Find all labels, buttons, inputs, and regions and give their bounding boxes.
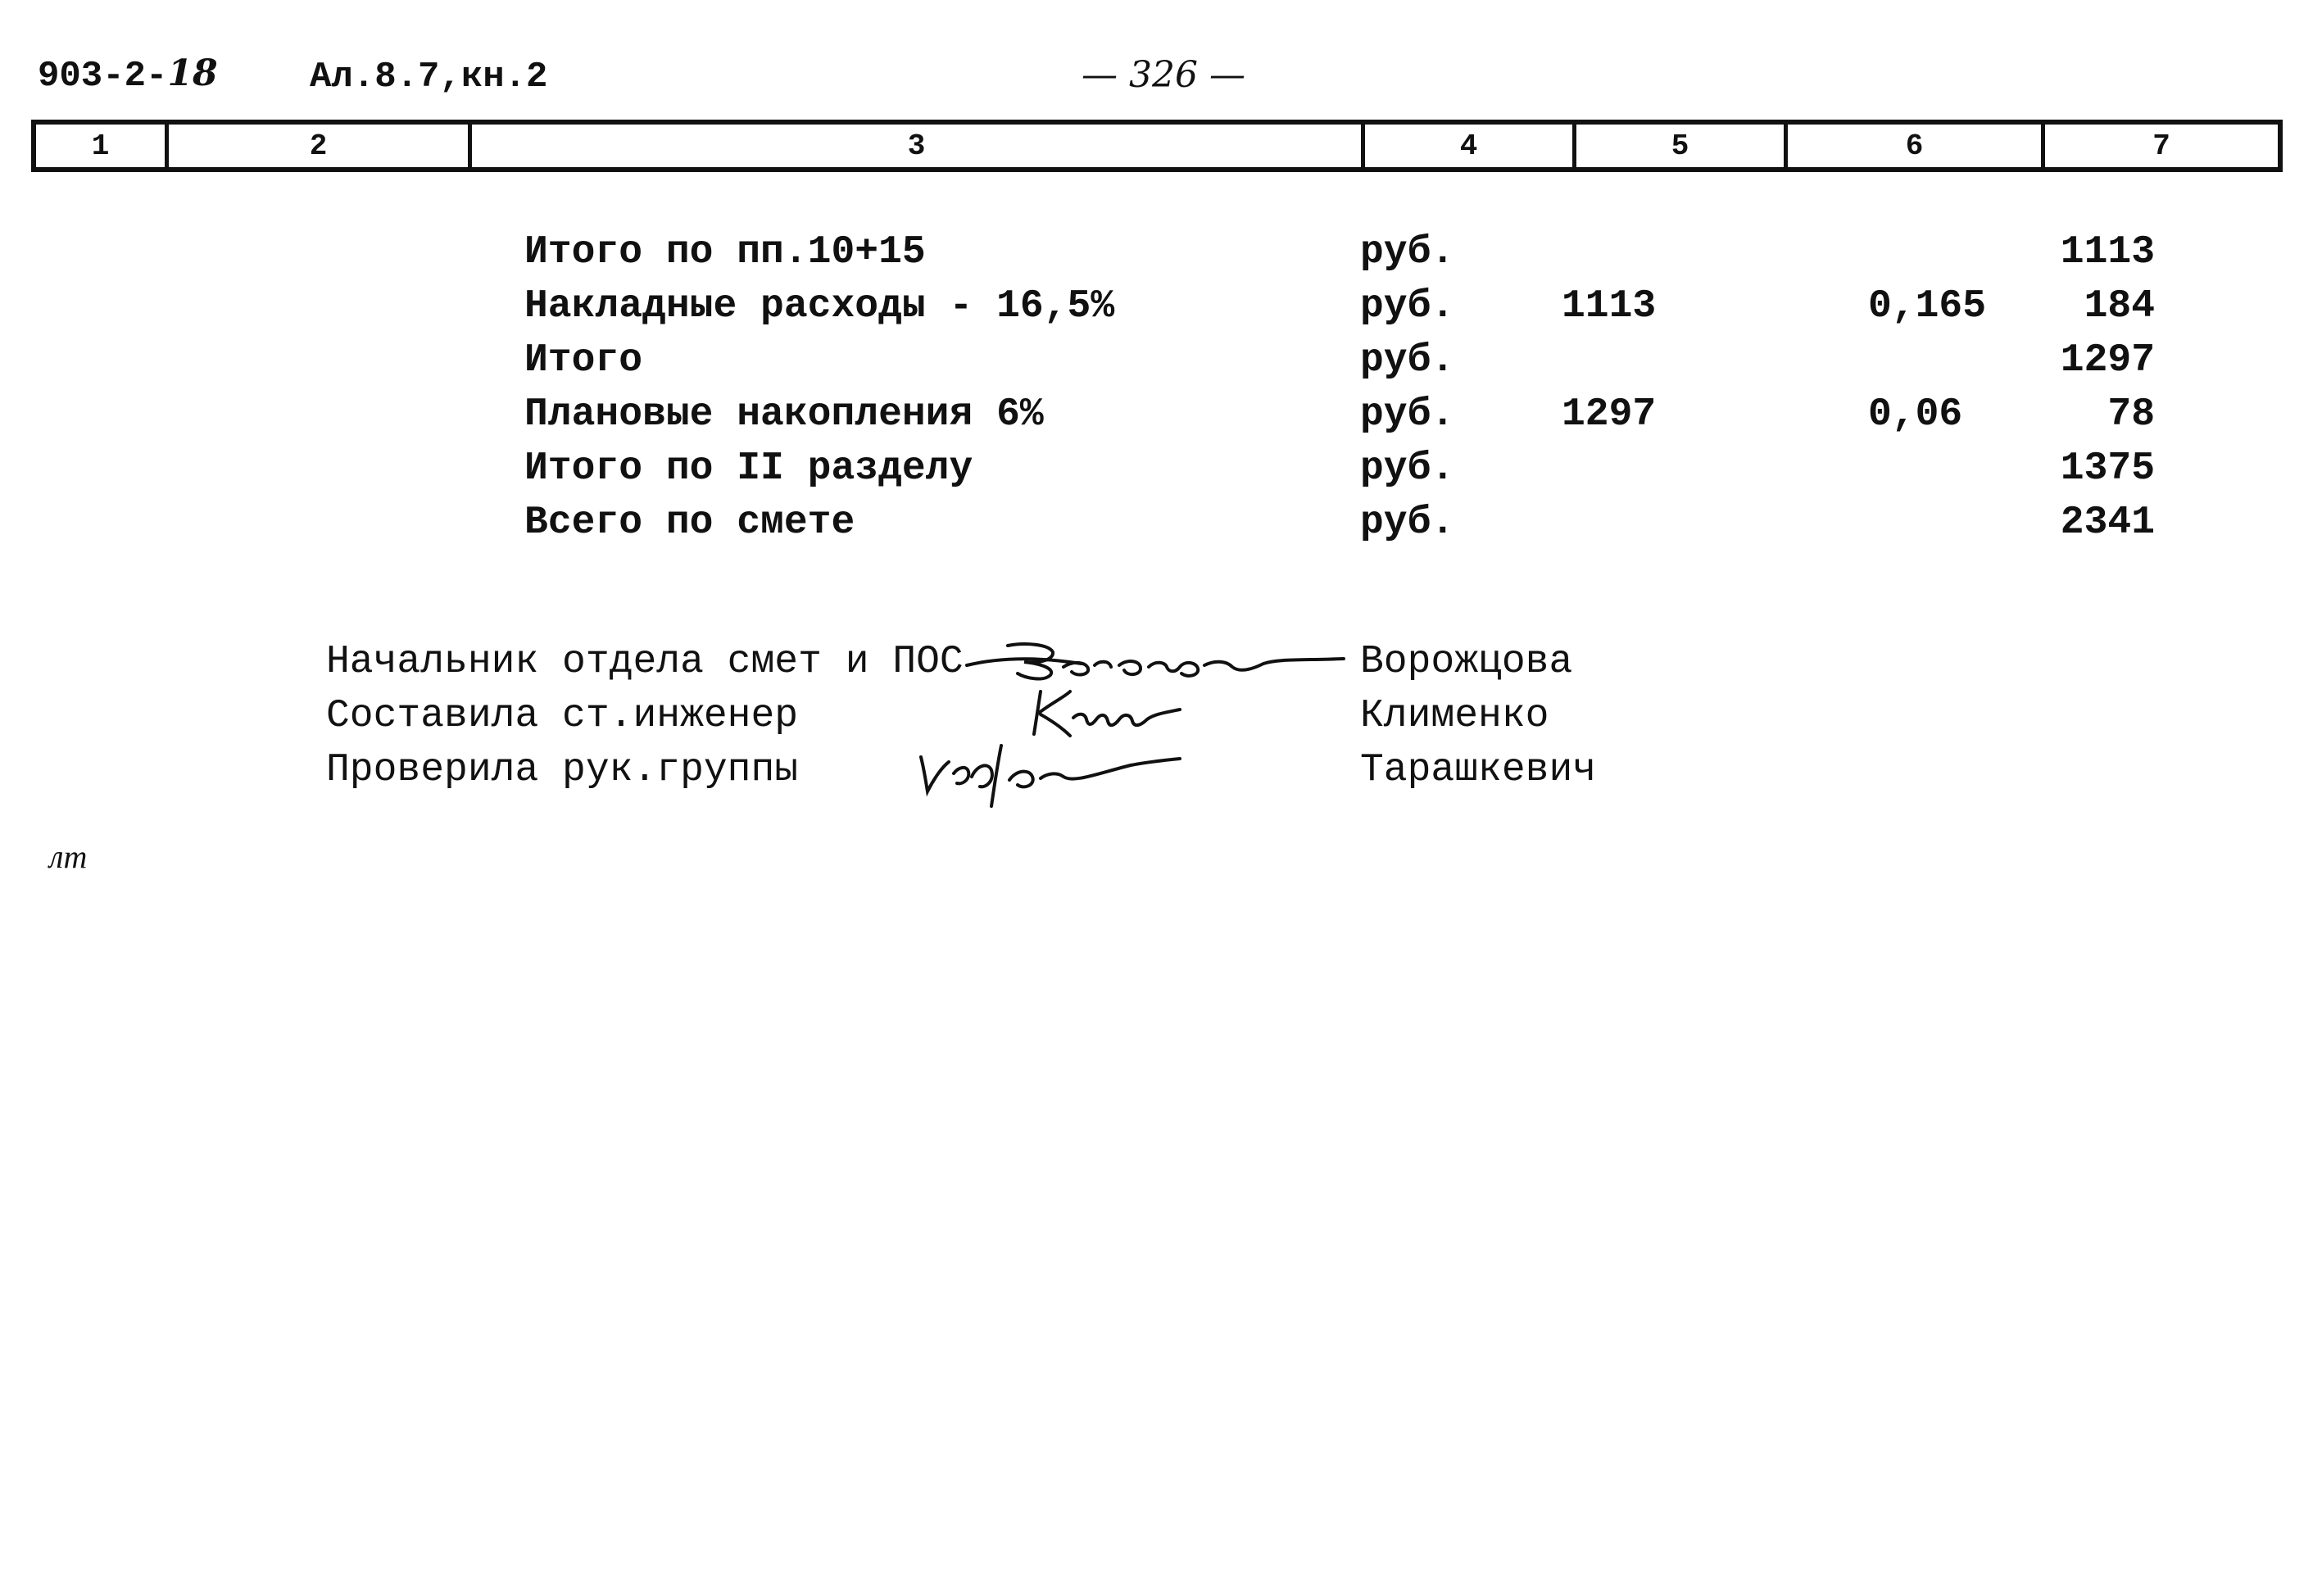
row-rate: 0,06	[1868, 392, 1963, 437]
row-name: Всего по смете	[524, 501, 855, 545]
column-number: 1	[36, 125, 169, 167]
column-number-bar	[31, 120, 2283, 172]
signatory-role: Начальник отдела смет и ПОС	[326, 640, 964, 684]
row-name: Накладные расходы - 16,5%	[524, 284, 1115, 329]
column-number: 6	[1788, 125, 2045, 167]
row-total: 184	[2084, 284, 2155, 329]
row-base: 1113	[1562, 284, 1657, 329]
signatory-name: Тарашкевич	[1360, 748, 1597, 792]
signature-vorozhtsova-image	[959, 631, 1352, 688]
signature-klimenko-image	[1016, 685, 1196, 742]
album-reference: Ал.8.7,кн.2	[310, 57, 548, 97]
row-total: 2341	[2060, 501, 2155, 545]
document-code	[38, 52, 218, 97]
signature-tarashkevich-image	[909, 737, 1188, 811]
row-total: 1113	[2060, 230, 2155, 274]
column-number: 3	[472, 125, 1365, 167]
column-number: 4	[1365, 125, 1576, 167]
row-name: Итого по II разделу	[524, 447, 973, 491]
row-rate: 0,165	[1868, 284, 1987, 329]
row-base: 1297	[1562, 392, 1657, 437]
row-unit: руб.	[1360, 230, 1455, 274]
column-number: 5	[1576, 125, 1788, 167]
row-unit: руб.	[1360, 284, 1455, 329]
signatory-role: Составила ст.инженер	[326, 694, 799, 738]
column-number: 2	[169, 125, 472, 167]
document-code-prefix: 903-2-	[38, 56, 168, 97]
signatory-name: Клименко	[1360, 694, 1549, 738]
row-total: 1375	[2060, 447, 2155, 491]
row-name: Итого	[524, 338, 643, 383]
column-number: 7	[2152, 129, 2170, 163]
row-total: 78	[2107, 392, 2155, 437]
row-unit: руб.	[1360, 392, 1455, 437]
row-unit: руб.	[1360, 501, 1455, 545]
row-unit: руб.	[1360, 447, 1455, 491]
page-number: — 326 —	[1082, 54, 1245, 96]
document-code-suffix: 18	[167, 52, 218, 94]
row-total: 1297	[2060, 338, 2155, 383]
row-unit: руб.	[1360, 338, 1455, 383]
row-name: Итого по пп.10+15	[524, 230, 926, 274]
signatory-role: Проверила рук.группы	[326, 748, 799, 792]
row-name: Плановые накопления 6%	[524, 392, 1044, 437]
signatory-name: Ворожцова	[1360, 640, 1573, 684]
footer-mark: лт	[49, 838, 88, 875]
